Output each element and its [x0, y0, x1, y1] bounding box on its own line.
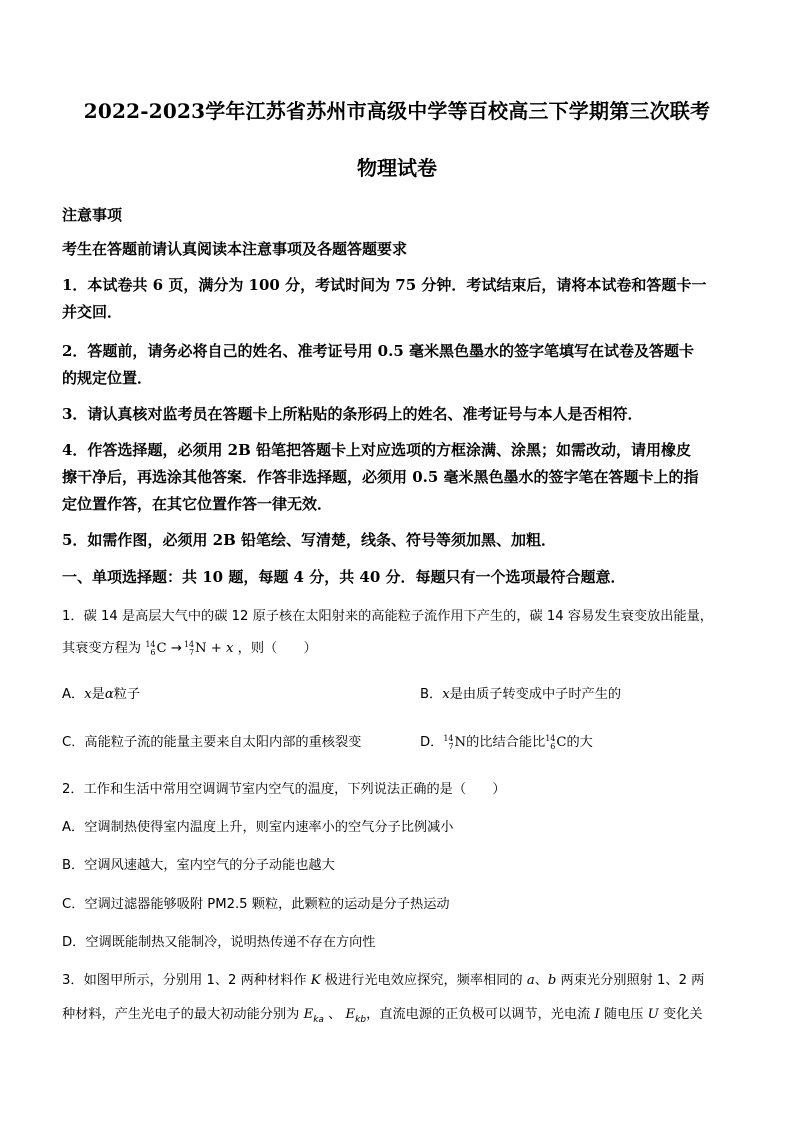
q1-option-a-label: A．: [62, 687, 85, 702]
q3-line2-sep: 、: [323, 1007, 346, 1022]
q3-line2-part3: 随电压: [599, 1007, 648, 1022]
q1-option-d: [420, 730, 593, 756]
q1-stem-suffix: ，则（ ）: [237, 641, 317, 656]
q3-line2-E1: E: [303, 1007, 314, 1022]
q1-option-d-post: 的大: [566, 735, 593, 750]
q3-line1-part2: 极进行光电效应探究，频率相同的: [320, 973, 527, 988]
q1-option-b: [420, 682, 621, 708]
exam-title: 2022-2023学年江苏省苏州市高级中学等百校高三下学期第三次联考: [83, 99, 711, 123]
rule-4: [62, 437, 734, 518]
q3-line1-part1: 3．如图甲所示，分别用 1、2 两种材料作: [62, 973, 311, 988]
q3-line2-part1: 种材料，产生光电子的最大初动能分别为: [62, 1007, 304, 1022]
q1-option-d-n14: 14 7 N: [443, 733, 467, 751]
notice-intro: 考生在答题前请认真阅读本注意事项及各题答题要求: [62, 240, 408, 258]
q1-option-b-label: B．: [420, 687, 443, 702]
q1-option-b-text: 是由质子转变成中子时产生的: [449, 687, 622, 702]
q1-option-b-var: x: [442, 687, 450, 702]
rule-3-line1: 3．请认真核对监考员在答题卡上所粘贴的条形码上的姓名、准考证号与本人是否相符．: [62, 405, 643, 423]
q1-option-a-mid: 是: [91, 687, 105, 702]
rule-2: [62, 338, 734, 392]
rule-4-line1: 4．作答选择题，必须用 2B 铅笔把答题卡上对应选项的方框涂满、涂黑；如需改动，请用橡皮: [62, 441, 692, 459]
q3-line2-U: U: [647, 1007, 659, 1022]
rule-4-line2: 擦干净后，再选涂其他答案．作答非选择题，必须用 0.5 毫米黑色墨水的签字笔在答题卡上的指: [62, 468, 699, 486]
q3-line2-part4: 变化关: [658, 1007, 703, 1022]
q3-stem-line2: [62, 1002, 738, 1033]
q3-line1-b: b: [547, 973, 557, 988]
q1-option-d-label: D．: [420, 735, 444, 750]
q1-option-a-var: x: [84, 687, 92, 702]
q3-line2-E2: E: [345, 1007, 356, 1022]
q2-option-c: C．空调过滤器能够吸附 PM2.5 颗粒，此颗粒的运动是分子热运动: [62, 897, 450, 912]
rule-1-line1: 1．本试卷共 6 页，满分为 100 分，考试时间为 75 分钟．考试结束后，请将本试卷和答题卡一: [62, 276, 707, 294]
section-heading: 一、单项选择题：共 10 题，每题 4 分，共 40 分．每题只有一个选项最符合题意．: [62, 568, 626, 586]
rule-3: [62, 401, 734, 428]
q1-stem-line2: [62, 636, 738, 662]
q3-stem-line1: [62, 968, 738, 994]
rule-4-line3: 定位置作答，在其它位置作答一律无效．: [62, 495, 333, 513]
q1-option-a: [62, 682, 402, 708]
q1-option-c: C．高能粒子流的能量主要来自太阳内部的重核裂变: [62, 735, 362, 750]
exam-subtitle: 物理试卷: [357, 156, 437, 180]
q3-line2-kb: kb: [355, 1015, 367, 1025]
q3-line1-part3: 两束光分别照射 1、2 两: [556, 973, 705, 988]
q3-line2-ka: ka: [313, 1015, 324, 1025]
q1-option-a-alpha: α: [104, 687, 114, 702]
rule-1: [62, 272, 734, 326]
q3-line2-I: I: [594, 1007, 600, 1022]
q1-option-a-post: 粒子: [113, 687, 141, 702]
rule-2-line1: 2．答题前，请务必将自己的姓名、准考证号用 0.5 毫米黑色墨水的签字笔填写在试卷及答题卡: [62, 342, 694, 360]
q1-equation: 14 6 C → 14 7 N + x: [145, 639, 234, 657]
q2-option-a: A．空调制热使得室内温度上升，则室内速率小的空气分子比例减小: [62, 820, 454, 835]
q2-option-b: B．空调风速越大，室内空气的分子动能也越大: [62, 858, 335, 873]
notice-heading: 注意事项: [62, 206, 123, 224]
q3-line2-part2: ，直流电源的正负极可以调节，光电流: [366, 1007, 595, 1022]
q2-option-d: D．空调既能制热又能制冷，说明热传递不存在方向性: [62, 935, 376, 950]
rule-5-line1: 5．如需作图，必须用 2B 铅笔绘、写清楚，线条、符号等须加黑、加粗．: [62, 531, 556, 549]
q1-option-d-mid: 的比结合能比: [466, 735, 546, 750]
rule-5: [62, 527, 734, 554]
rule-2-line2: 的规定位置．: [62, 369, 153, 387]
rule-1-line2: 并交回．: [62, 303, 123, 321]
q1-stem-prefix: 其衰变方程为: [62, 641, 142, 656]
q1-option-d-c14: 14 6 C: [545, 733, 567, 751]
q2-stem: 2．工作和生活中常用空调调节室内空气的温度，下列说法正确的是（ ）: [62, 782, 506, 797]
q1-stem-line1: 1．碳 14 是高层大气中的碳 12 原子核在太阳射来的高能粒子流作用下产生的，碳 14 容易发生衰变放出能量，: [62, 609, 713, 624]
q3-line1-a: a: [526, 973, 535, 988]
q3-line1-K: K: [310, 973, 321, 988]
q3-line1-sep: 、: [534, 973, 548, 988]
